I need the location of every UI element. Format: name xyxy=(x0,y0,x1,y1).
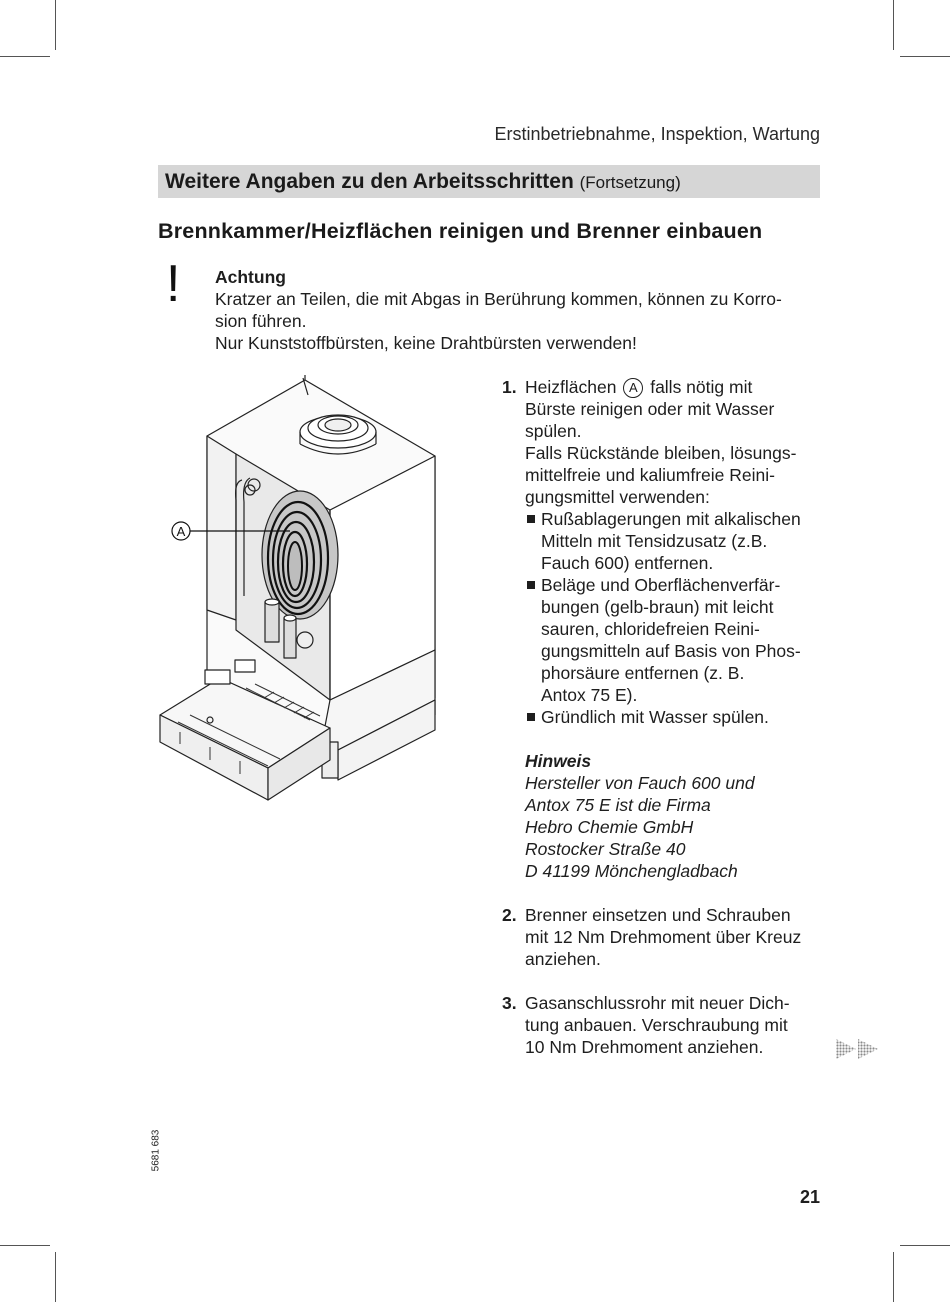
step-line: Gasanschlussrohr mit neuer Dich- xyxy=(525,993,790,1013)
document-number: 5681 683 xyxy=(150,1129,162,1172)
note-line: Antox 75 E ist die Firma xyxy=(525,795,711,815)
step-line: spülen. xyxy=(525,421,582,441)
chapter-header: Erstinbetriebnahme, Inspektion, Wartung xyxy=(494,124,820,144)
list-item xyxy=(525,706,832,728)
callout-a-label: A xyxy=(176,524,186,539)
step-line: Falls Rückstände bleiben, lösungs- xyxy=(525,443,797,463)
page-number: 21 xyxy=(799,1187,820,1207)
instruction-steps xyxy=(502,376,832,1058)
step-text: falls nötig mit xyxy=(650,377,753,397)
bullet-line: Mitteln mit Tensidzusatz (z.B. xyxy=(541,531,768,551)
step-line: 10 Nm Drehmoment anziehen. xyxy=(525,1037,764,1057)
bullet-line: Rußablagerungen mit alkalischen xyxy=(541,509,801,529)
section-bar xyxy=(158,165,820,198)
note-line: Rostocker Straße 40 xyxy=(525,839,686,859)
step-2 xyxy=(502,904,832,970)
bullet-square-icon xyxy=(527,581,535,589)
section-title xyxy=(165,170,681,194)
bullet-line: Antox 75 E). xyxy=(541,685,638,705)
warning-line: sion führen. xyxy=(215,311,307,331)
note-block xyxy=(525,750,832,882)
crop-mark xyxy=(900,1245,950,1246)
bullet-square-icon xyxy=(527,515,535,523)
page-heading: Brennkammer/Heizflächen reinigen und Brenner einbauen xyxy=(158,219,763,243)
list-item xyxy=(525,508,832,574)
section-title-suffix: (Fortsetzung) xyxy=(579,173,681,192)
step-line: tung anbauen. Verschraubung mit xyxy=(525,1015,788,1035)
crop-mark xyxy=(55,0,56,50)
warning-block xyxy=(215,266,825,354)
boiler-illustration xyxy=(150,370,490,810)
crop-mark xyxy=(55,1252,56,1302)
boiler-heat-exchanger-illustration xyxy=(150,370,490,810)
warning-title: Achtung xyxy=(215,267,286,287)
step-number: 1. xyxy=(502,377,517,397)
note-title: Hinweis xyxy=(525,751,592,771)
crop-mark xyxy=(0,56,50,57)
bullet-line: Gründlich mit Wasser spülen. xyxy=(541,707,769,727)
note-line: Hersteller von Fauch 600 und xyxy=(525,773,755,793)
crop-mark xyxy=(900,56,950,57)
note-line: D 41199 Mönchengladbach xyxy=(525,861,738,881)
bullet-line: Fauch 600) entfernen. xyxy=(541,553,714,573)
bullet-line: bungen (gelb-braun) mit leicht xyxy=(541,597,774,617)
step-line: mittelfreie und kaliumfreie Reini- xyxy=(525,465,775,485)
note-line: Hebro Chemie GmbH xyxy=(525,817,694,837)
step-number: 2. xyxy=(502,905,517,925)
bullet-line: Beläge und Oberflächenverfär- xyxy=(541,575,781,595)
warning-icon: ! xyxy=(166,255,181,313)
crop-mark xyxy=(893,0,894,50)
crop-mark xyxy=(0,1245,50,1246)
step-line: anziehen. xyxy=(525,949,601,969)
bullet-square-icon xyxy=(527,713,535,721)
warning-line: Nur Kunststoffbürsten, keine Drahtbürsten verwenden! xyxy=(215,333,637,353)
step-3 xyxy=(502,992,832,1058)
step-text: Heizflächen xyxy=(525,377,617,397)
step-1 xyxy=(502,376,832,882)
step-line: gungsmittel verwenden: xyxy=(525,487,710,507)
warning-line: Kratzer an Teilen, die mit Abgas in Berührung kommen, können zu Korro- xyxy=(215,289,782,309)
step-number: 3. xyxy=(502,993,517,1013)
step-line xyxy=(525,376,832,398)
next-page-arrows-icon xyxy=(836,1038,880,1060)
list-item xyxy=(525,574,832,706)
reference-a-icon: A xyxy=(623,378,643,398)
bullet-line: phorsäure entfernen (z. B. xyxy=(541,663,745,683)
bullet-line: gungsmitteln auf Basis von Phos- xyxy=(541,641,801,661)
section-title-text: Weitere Angaben zu den Arbeitsschritten xyxy=(165,170,574,193)
bullet-line: sauren, chloridefreien Reini- xyxy=(541,619,760,639)
step-line: mit 12 Nm Drehmoment über Kreuz xyxy=(525,927,802,947)
crop-mark xyxy=(893,1252,894,1302)
step-line: Brenner einsetzen und Schrauben xyxy=(525,905,791,925)
step-line: Bürste reinigen oder mit Wasser xyxy=(525,399,775,419)
